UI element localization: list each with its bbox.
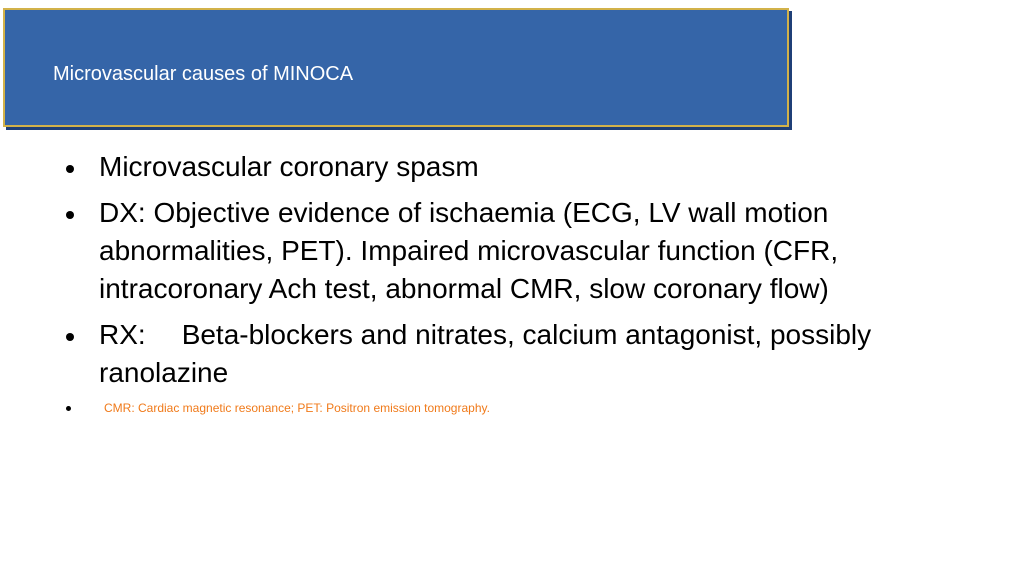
footnote-text: CMR: Cardiac magnetic resonance; PET: Positron emission tomography. (104, 401, 490, 415)
bullet-item (64, 148, 924, 186)
footnote-item (64, 400, 924, 416)
title-bar (3, 8, 789, 127)
slide-title: Microvascular causes of MINOCA (53, 63, 354, 85)
bullet-text: Microvascular coronary spasm (99, 151, 479, 182)
bullet-list (64, 148, 924, 416)
bullet-dot-icon (66, 165, 74, 173)
bullet-dot-icon (66, 333, 74, 341)
bullet-item (64, 316, 924, 392)
rx-label: RX: (99, 319, 146, 350)
bullet-item (64, 194, 924, 308)
bullet-dot-icon (66, 406, 71, 411)
bullet-text: DX: Objective evidence of ischaemia (ECG, LV wall motion abnormalities, PET). Impaired microvascular function (CFR, intracoronary Ach test, abnormal CMR, slow coronary flow) (99, 197, 839, 304)
bullet-text: Beta-blockers and nitrates, calcium antagonist, possibly ranolazine (99, 319, 872, 388)
bullet-dot-icon (66, 211, 74, 219)
